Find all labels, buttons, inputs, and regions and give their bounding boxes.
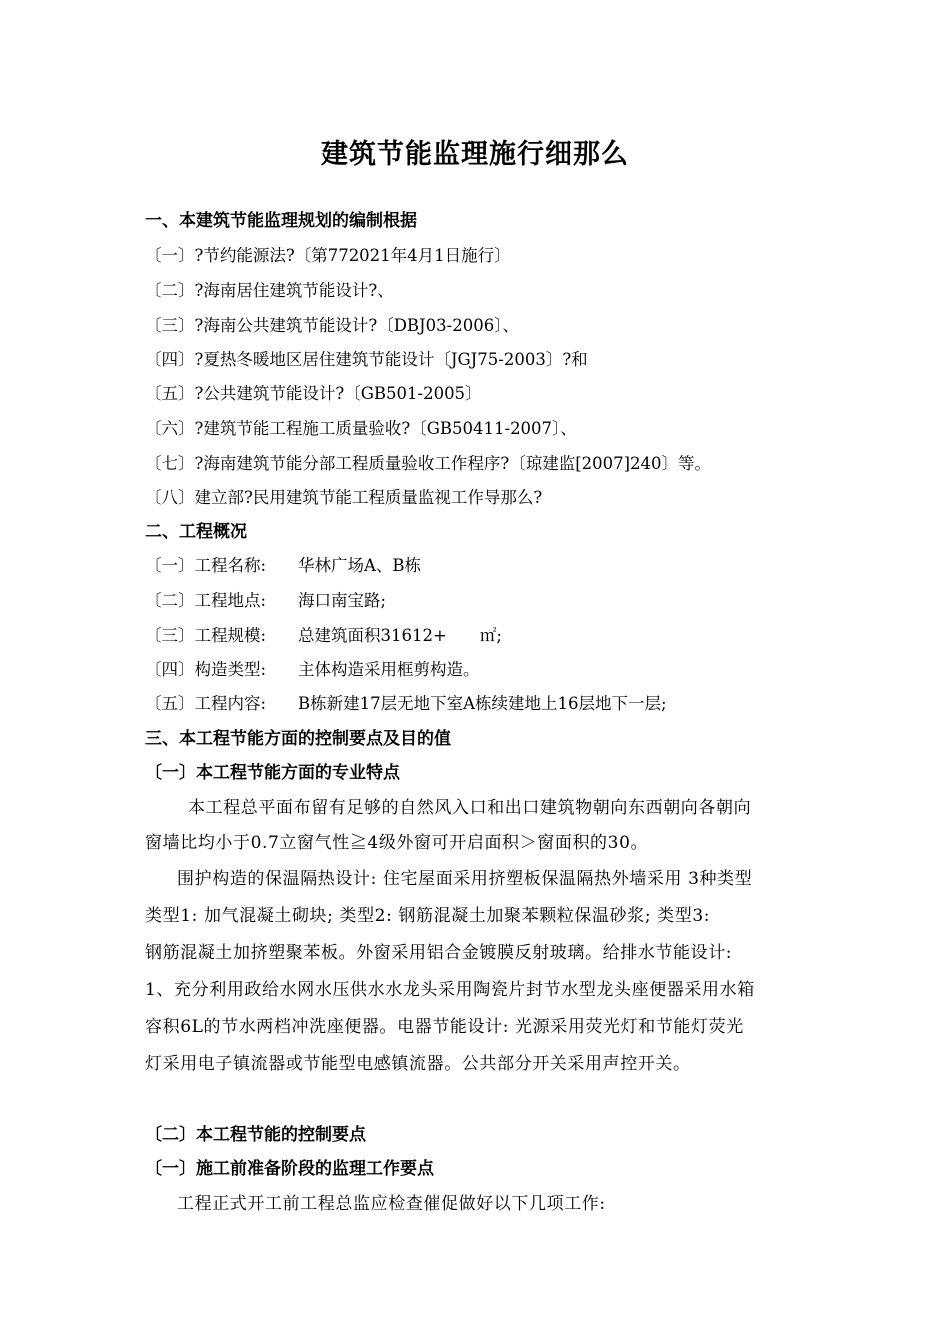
project-info-label: 〔一〕工程名称: (145, 556, 267, 575)
paragraph-line: 本工程总平面布留有足够的自然风入口和出口建筑物朝向东西朝向各朝向 (188, 798, 752, 818)
project-info-value: 总建筑面积31612+ ㎡; (298, 626, 502, 645)
section-1-item: 〔一〕?节约能源法?〔第772021年4月1日施行〕 (145, 246, 511, 265)
section-1-heading: 一、本建筑节能监理规划的编制根据 (145, 211, 417, 231)
project-info-value: 主体构造采用框剪构造。 (298, 660, 480, 679)
subsection-heading: 〔二〕本工程节能的控制要点 (145, 1125, 366, 1145)
section-1-item: 〔五〕?公共建筑节能设计?〔GB501-2005〕 (145, 384, 482, 403)
project-info-value: 华林广场A、B栋 (298, 556, 422, 575)
subsection-heading: 〔一〕本工程节能方面的专业特点 (145, 763, 400, 783)
section-1-item: 〔二〕?海南居住建筑节能设计?、 (145, 281, 394, 300)
section-2-heading: 二、工程概况 (145, 522, 247, 542)
project-info-value: B栋新建17层无地下室A栋续建地上16层地下一层; (298, 694, 667, 713)
section-1-item: 〔七〕?海南建筑节能分部工程质量验收工作程序?〔琼建监[2007]240〕等。 (145, 454, 712, 473)
section-1-item: 〔八〕建立部?民用建筑节能工程质量监视工作导那么? (145, 488, 543, 507)
paragraph-line: 容积6L的节水两档冲洗座便器。电器节能设计: 光源采用荧光灯和节能灯荧光 (145, 1017, 744, 1037)
project-info-label: 〔五〕工程内容: (145, 694, 267, 713)
paragraph-line: 工程正式开工前工程总监应检查催促做好以下几项工作: (177, 1194, 606, 1214)
project-info-value: 海口南宝路; (298, 591, 387, 610)
section-1-item: 〔六〕?建筑节能工程施工质量验收?〔GB50411-2007〕、 (145, 419, 577, 438)
project-info-row (145, 625, 502, 647)
project-info-row (145, 590, 386, 612)
project-info-label: 〔四〕构造类型: (145, 660, 267, 679)
project-info-row (145, 555, 421, 577)
section-1-item: 〔三〕?海南公共建筑节能设计?〔DBJ03-2006〕、 (145, 316, 519, 335)
paragraph-line: 类型1: 加气混凝土砌块; 类型2: 钢筋混凝土加聚苯颗粒保温砂浆; 类型3: (145, 906, 711, 926)
paragraph-line: 窗墙比均小于0.7立窗气性≧4级外窗可开启面积＞窗面积的30。 (145, 833, 649, 853)
project-info-label: 〔三〕工程规模: (145, 626, 267, 645)
section-1-item: 〔四〕?夏热冬暖地区居住建筑节能设计〔JGJ75-2003〕?和 (145, 350, 588, 369)
project-info-row (145, 693, 667, 715)
paragraph-line: 钢筋混凝土加挤塑聚苯板。外窗采用铝合金镀膜反射玻璃。给排水节能设计: (145, 943, 733, 963)
paragraph-line: 灯采用电子镇流器或节能型电感镇流器。公共部分开关采用声控开关。 (145, 1054, 691, 1074)
section-3-heading: 三、本工程节能方面的控制要点及目的值 (145, 729, 451, 749)
project-info-label: 〔二〕工程地点: (145, 591, 267, 610)
project-info-row (145, 659, 480, 681)
paragraph-line: 围护构造的保温隔热设计: 住宅屋面采用挤塑板保温隔热外墙采用 3种类型 (177, 869, 753, 889)
subsection-heading: 〔一〕施工前准备阶段的监理工作要点 (145, 1159, 434, 1179)
document-title: 建筑节能监理施行细那么 (321, 139, 629, 170)
paragraph-line: 1、充分利用政给水网水压供水水龙头采用陶瓷片封节水型龙头座便器采用水箱 (145, 980, 755, 1000)
